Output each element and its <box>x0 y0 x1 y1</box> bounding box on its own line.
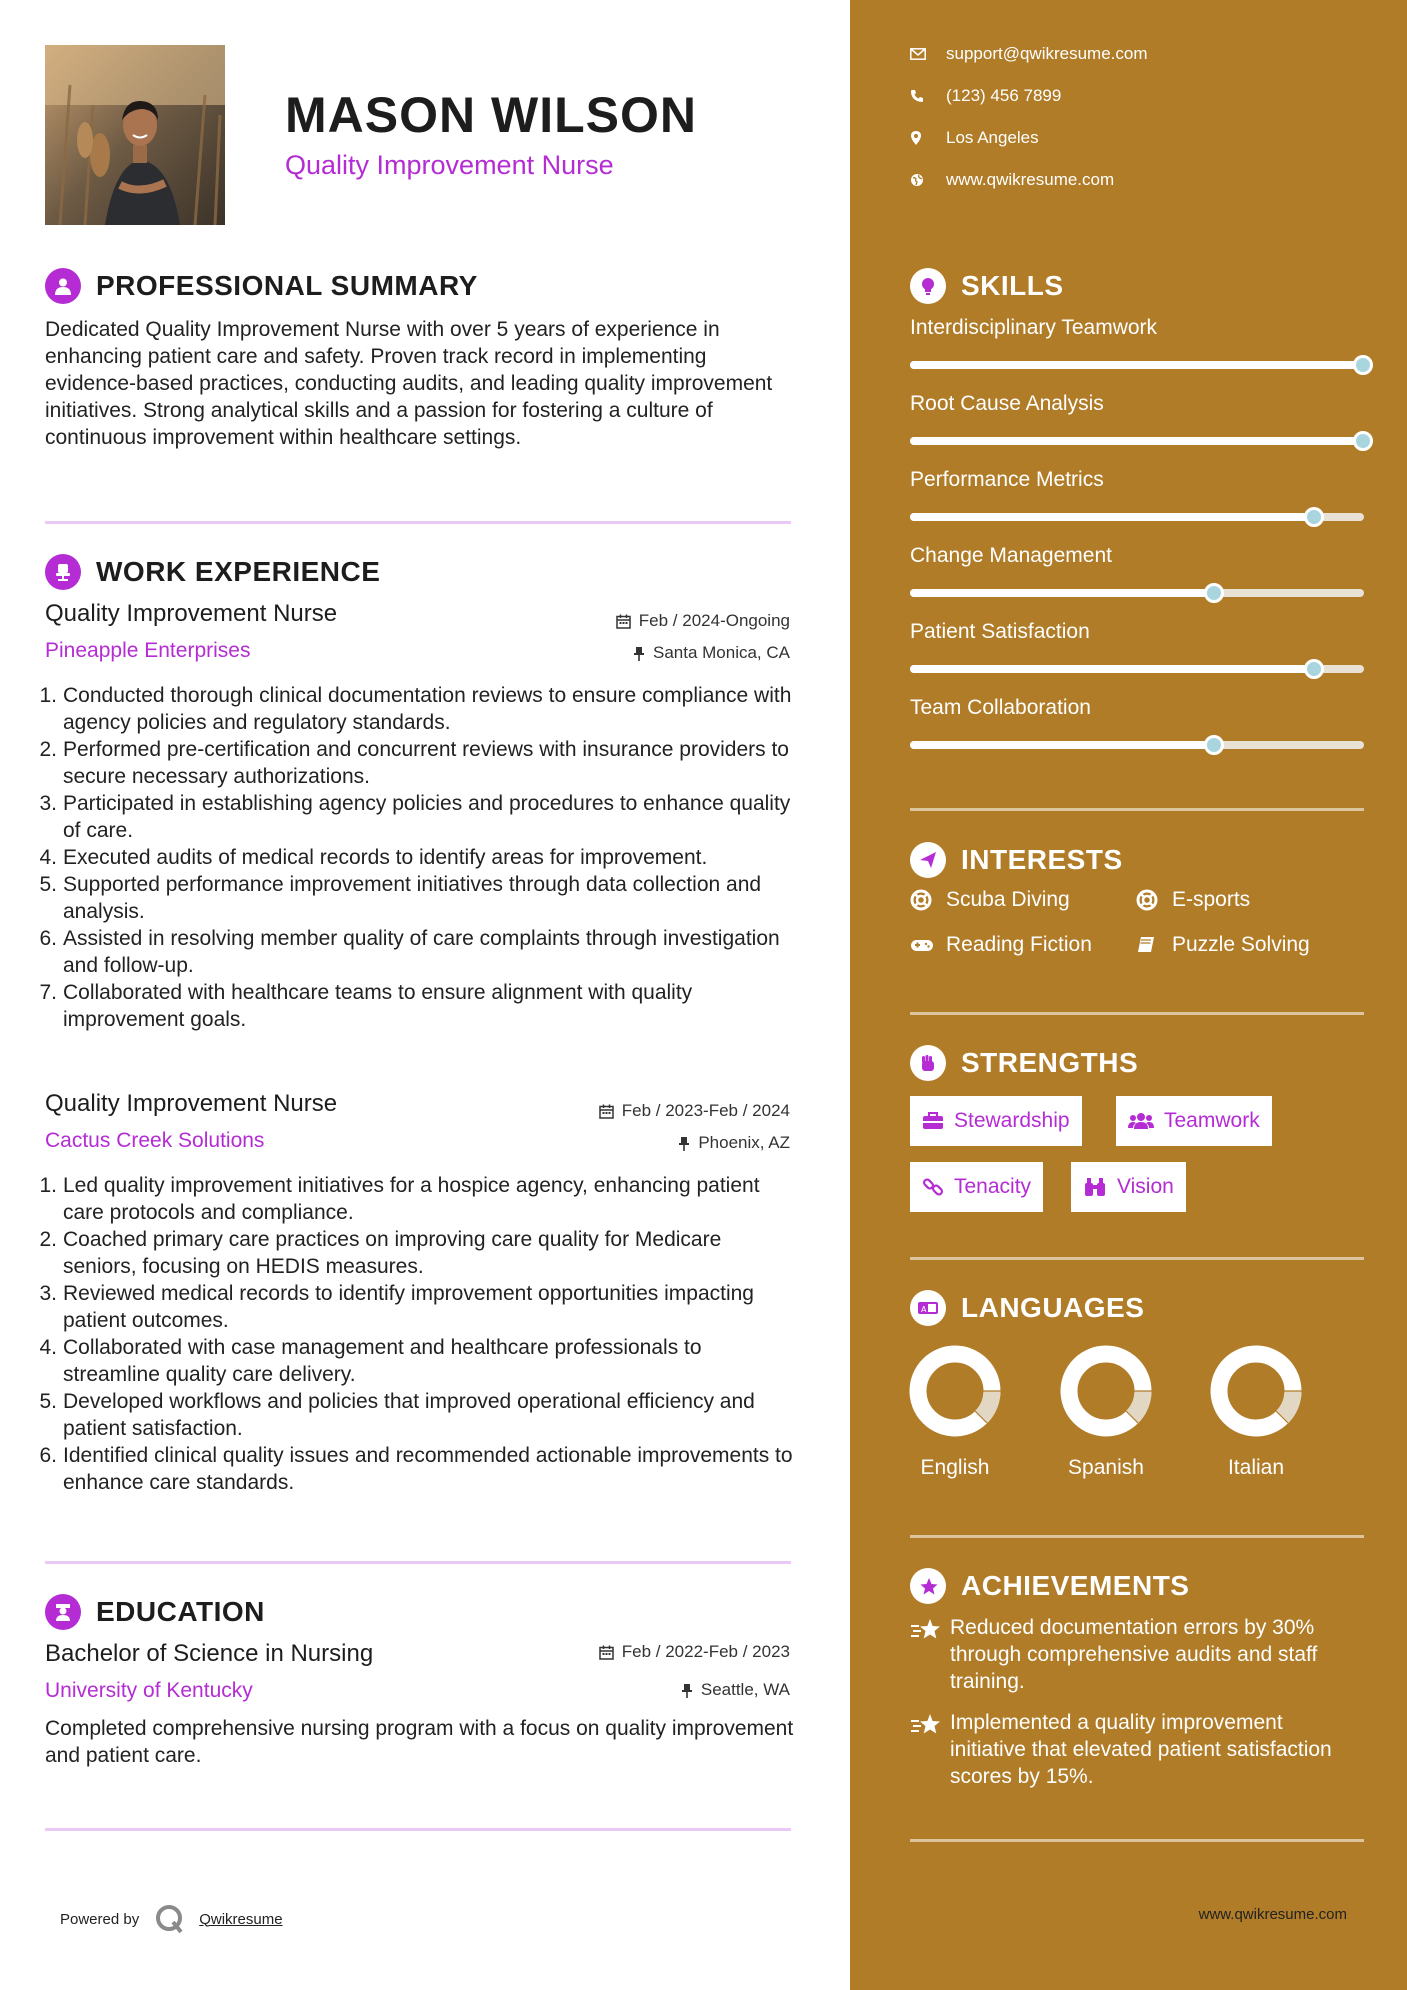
pin-icon <box>681 1683 693 1698</box>
list-item: 5. Developed workflows and policies that improved operational efficiency and patient satisfaction. <box>39 1390 755 1440</box>
sidebar <box>850 0 1407 1990</box>
interests-title: INTERESTS <box>961 844 1123 875</box>
skill-name: Team Collaboration <box>910 696 1091 719</box>
envelope-icon <box>910 44 938 64</box>
education-title: EDUCATION <box>96 1596 265 1627</box>
shooting-star-icon <box>910 1614 950 1695</box>
list-item: 2. Coached primary care practices on improving care quality for Medicare seniors, focusing on HEDIS measures. <box>39 1228 722 1278</box>
job-dates <box>599 1101 790 1121</box>
phone-icon <box>910 86 938 106</box>
pin-icon <box>633 646 645 661</box>
languages-title: LANGUAGES <box>961 1292 1145 1323</box>
skill-bar <box>910 589 1364 597</box>
shooting-star-icon <box>910 1709 950 1790</box>
achievement-item: Reduced documentation errors by 30% through comprehensive audits and staff training. <box>910 1614 1364 1695</box>
list-item: 5. Supported performance improvement initiatives through data collection and analysis. <box>39 873 762 923</box>
divider <box>45 521 791 524</box>
location-pin-icon <box>910 128 938 148</box>
experience-heading <box>45 554 380 590</box>
language-label: English <box>920 1456 990 1479</box>
powered-by-label: Powered by <box>60 1910 140 1928</box>
education-heading <box>45 1594 265 1630</box>
skill-name: Patient Satisfaction <box>910 620 1090 643</box>
strength-badge: Teamwork <box>1116 1096 1272 1146</box>
skill-bar <box>910 361 1364 369</box>
contact-location <box>910 128 1039 148</box>
summary-text: Dedicated Quality Improvement Nurse with over 5 years of experience in enhancing patient care and safety. Proven track record in implementing evidence-based practices, conducting audits, and leading quality improvement initiatives. Strong analytical skills and a passion for fostering a culture of continuous improvement within healthcare settings. <box>45 318 773 449</box>
skill-level-knob <box>1204 735 1224 755</box>
summary-heading <box>45 268 478 304</box>
skill-level-knob <box>1353 431 1373 451</box>
skill-name: Root Cause Analysis <box>910 392 1104 415</box>
languages-heading <box>910 1290 1144 1326</box>
education-text: Completed comprehensive nursing program with a focus on quality improvement and patient care. <box>45 1717 794 1767</box>
lifebuoy-icon <box>910 889 936 911</box>
company-name: Cactus Creek Solutions <box>45 1129 265 1152</box>
divider <box>910 1012 1364 1015</box>
candidate-name: MASON WILSON <box>285 87 697 143</box>
calendar-icon <box>616 614 631 629</box>
list-item: 4. Collaborated with case management and healthcare professionals to streamline quality care delivery. <box>39 1336 702 1386</box>
qwikresume-link[interactable]: Qwikresume <box>199 1910 283 1928</box>
skill-bar-fill <box>910 437 1364 445</box>
language-label: Spanish <box>1068 1456 1144 1479</box>
skill-bar <box>910 741 1364 749</box>
skill-name: Performance Metrics <box>910 468 1104 491</box>
divider <box>45 1828 791 1831</box>
skill-level-knob <box>1204 583 1224 603</box>
list-item: 2. Performed pre-certification and concurrent reviews with insurance providers to secure necessary authorizations. <box>39 738 789 788</box>
education-location <box>681 1680 790 1700</box>
experience-title: WORK EXPERIENCE <box>96 556 381 587</box>
fist-icon <box>910 1045 946 1081</box>
list-item: 1. Conducted thorough clinical documentation reviews to ensure compliance with agency policies and regulatory standards. <box>39 684 792 734</box>
skill-bar-fill <box>910 741 1214 749</box>
education-dates <box>599 1642 790 1662</box>
divider <box>910 1257 1364 1260</box>
strength-badge: Stewardship <box>910 1096 1082 1146</box>
binoculars-icon <box>1083 1177 1107 1197</box>
language-ring <box>1208 1343 1304 1439</box>
qwikresume-logo-icon <box>153 1902 187 1936</box>
skill-level-knob <box>1304 659 1324 679</box>
list-item: 4. Executed audits of medical records to identify areas for improvement. <box>39 846 708 869</box>
divider <box>910 1839 1364 1842</box>
interest-item: E-sports <box>1136 888 1250 912</box>
book-icon <box>1136 935 1162 955</box>
users-icon <box>1128 1112 1154 1130</box>
strength-badge: Vision <box>1071 1162 1186 1212</box>
achievements-heading <box>910 1568 1189 1604</box>
star-badge-icon <box>910 1568 946 1604</box>
job-location-text: Santa Monica, CA <box>652 643 790 662</box>
job-title: Quality Improvement Nurse <box>45 600 338 627</box>
company-name: Pineapple Enterprises <box>45 639 251 662</box>
pin-icon <box>678 1136 690 1151</box>
skill-level-knob <box>1353 355 1373 375</box>
job-dates <box>616 611 790 631</box>
job-bullets <box>39 1172 795 1496</box>
skill-bar <box>910 513 1364 521</box>
language-item <box>1041 1343 1171 1480</box>
job-dates-text: Feb / 2023-Feb / 2024 <box>621 1101 790 1120</box>
language-label: Italian <box>1227 1456 1285 1479</box>
footer-website[interactable]: www.qwikresume.com <box>1198 1906 1347 1923</box>
education-dates-text: Feb / 2022-Feb / 2023 <box>621 1642 790 1661</box>
lightbulb-icon <box>910 268 946 304</box>
phone-text: (123) 456 7899 <box>946 86 1062 105</box>
achievement-item: Implemented a quality improvement initiative that elevated patient satisfaction scores by 15%. <box>910 1709 1364 1790</box>
skill-bar-fill <box>910 665 1314 673</box>
gamepad-icon <box>910 937 936 953</box>
skill-name: Interdisciplinary Teamwork <box>910 316 1158 339</box>
degree: Bachelor of Science in Nursing <box>45 1640 374 1667</box>
strengths-heading <box>910 1045 1138 1081</box>
language-icon <box>910 1290 946 1326</box>
calendar-icon <box>599 1645 614 1660</box>
powered-by <box>60 1902 283 1936</box>
achievements-title: ACHIEVEMENTS <box>961 1570 1190 1601</box>
strengths-title: STRENGTHS <box>961 1047 1139 1078</box>
job-location <box>678 1133 790 1153</box>
divider <box>910 808 1364 811</box>
globe-icon <box>910 170 938 190</box>
school-name: University of Kentucky <box>45 1679 253 1702</box>
skills-heading <box>910 268 1064 304</box>
interest-item: Puzzle Solving <box>1136 933 1310 957</box>
email-text: support@qwikresume.com <box>946 44 1148 63</box>
location-text: Los Angeles <box>946 128 1039 147</box>
language-ring <box>907 1343 1003 1439</box>
divider <box>910 1535 1364 1538</box>
graduate-icon <box>45 1594 81 1630</box>
briefcase-icon <box>922 1112 944 1130</box>
svg-text:A: A <box>921 1305 927 1314</box>
language-item <box>1191 1343 1321 1480</box>
candidate-role: Quality Improvement Nurse <box>285 150 614 180</box>
website-text: www.qwikresume.com <box>946 170 1115 189</box>
divider <box>45 1561 791 1564</box>
paper-plane-icon <box>910 842 946 878</box>
list-item: 1. Led quality improvement initiatives for a hospice agency, enhancing patient care protocols and compliance. <box>39 1174 760 1224</box>
contact-email[interactable] <box>910 44 1148 64</box>
calendar-icon <box>599 1104 614 1119</box>
job-location <box>633 643 790 663</box>
skill-level-knob <box>1304 507 1324 527</box>
skill-bar-fill <box>910 589 1214 597</box>
strength-badge: Tenacity <box>910 1162 1043 1212</box>
language-ring <box>1058 1343 1154 1439</box>
interests-heading <box>910 842 1123 878</box>
lifebuoy-icon <box>1136 889 1162 911</box>
job-location-text: Phoenix, AZ <box>698 1133 790 1152</box>
education-location-text: Seattle, WA <box>700 1680 790 1699</box>
chair-icon <box>45 554 81 590</box>
skill-bar <box>910 665 1364 673</box>
job-dates-text: Feb / 2024-Ongoing <box>638 611 790 630</box>
skill-name: Change Management <box>910 544 1112 567</box>
list-item: 7. Collaborated with healthcare teams to ensure alignment with quality improvement goals. <box>39 981 693 1031</box>
contact-phone[interactable] <box>910 86 1061 106</box>
skill-bar-fill <box>910 513 1314 521</box>
job-title: Quality Improvement Nurse <box>45 1090 338 1117</box>
contact-website[interactable] <box>910 170 1114 190</box>
skills-title: SKILLS <box>961 270 1064 301</box>
link-icon <box>922 1176 944 1198</box>
user-icon <box>45 268 81 304</box>
list-item: 3. Reviewed medical records to identify improvement opportunities impacting patient outcomes. <box>39 1282 754 1332</box>
profile-photo <box>45 45 225 225</box>
list-item: 6. Identified clinical quality issues and recommended actionable improvements to enhance care standards. <box>39 1444 793 1494</box>
skill-bar-fill <box>910 361 1364 369</box>
job-bullets <box>39 682 795 1033</box>
interest-item: Reading Fiction <box>910 933 1092 957</box>
interest-item: Scuba Diving <box>910 888 1070 912</box>
skill-bar <box>910 437 1364 445</box>
list-item: 6. Assisted in resolving member quality of care complaints through investigation and follow-up. <box>39 927 780 977</box>
language-item <box>890 1343 1020 1480</box>
summary-title: PROFESSIONAL SUMMARY <box>96 270 478 301</box>
list-item: 3. Participated in establishing agency policies and procedures to enhance quality of care. <box>39 792 791 842</box>
